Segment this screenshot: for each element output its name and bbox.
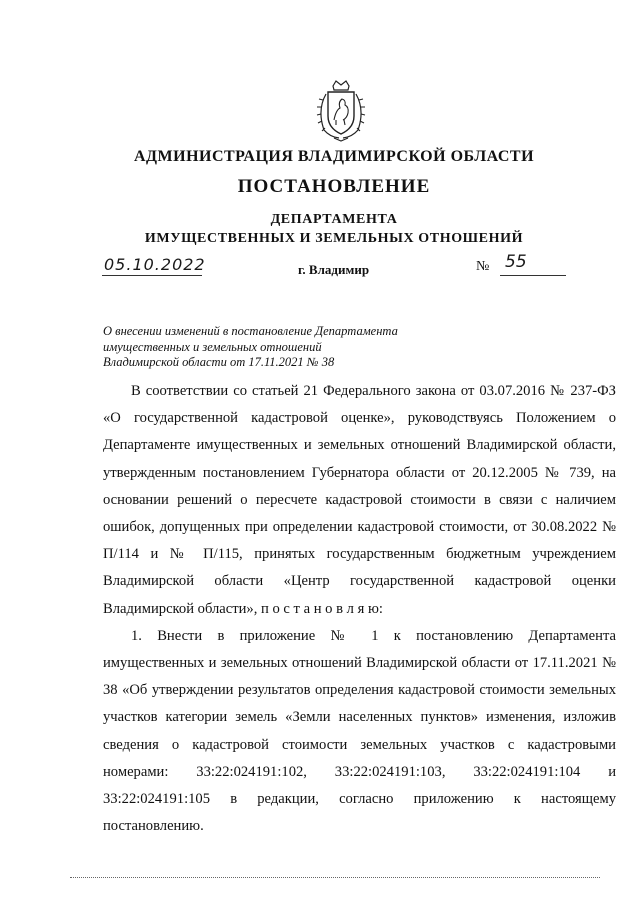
footer-divider [70, 877, 600, 878]
coat-of-arms-icon [312, 80, 370, 142]
document-number: 55 [505, 252, 527, 272]
number-underline [500, 275, 566, 276]
administration-title: АДМИНИСТРАЦИЯ ВЛАДИМИРСКОЙ ОБЛАСТИ [133, 148, 535, 165]
document-type: ПОСТАНОВЛЕНИЕ [237, 176, 431, 197]
body-paragraph-1: В соответствии со статьей 21 Федерального закона от 03.07.2016 № 237-ФЗ «О государственной кадастровой оценке», руководствуясь Положением о Департаменте имущественных и земельных отношений Владимирской области, утвержденным постановлением Губернатора области от 20.12.2005 № 739, на основании решений о пересчете кадастровой стоимости в связи с наличием ошибок, допущенных при определении кадастровой стоимости, от 30.08.2022 № П/114 и № П/115, принятых государственным бюджетным учреждением Владимирской области «Центр государственной кадастровой оценки Владимирской области», п о с т а н о в л я ю: [103, 383, 616, 617]
department-line-2: ИМУЩЕСТВЕННЫХ И ЗЕМЕЛЬНЫХ ОТНОШЕНИЙ [144, 231, 524, 246]
number-label: № [476, 259, 490, 274]
document-subject [103, 324, 423, 371]
department-title [0, 210, 640, 248]
document-body [103, 378, 616, 840]
department-line-1: ДЕПАРТАМЕНТА [270, 212, 398, 227]
subject-line-1: О внесении изменений в постановление Департамента [103, 324, 398, 338]
date-underline [102, 275, 202, 276]
subject-line-3: Владимирской области от 17.11.2021 № 38 [103, 355, 335, 369]
subject-line-2: имущественных и земельных отношений [103, 339, 322, 354]
document-date: 05.10.2022 [104, 255, 206, 274]
document-city: г. Владимир [298, 262, 370, 277]
body-paragraph-2: 1. Внести в приложение № 1 к постановлению Департамента имущественных и земельных отношений Владимирской области от 17.11.2021 № 38 «Об утверждении результатов определения кадастровой стоимости земельных участков категории земель «Земли населенных пунктов» изменения, изложив сведения о кадастровой стоимости земельных участков с кадастровыми номерами: 33:22:024191:102, 33:22:024191:103, 33:22:024191:104 и 33:22:024191:105 в редакции, согласно приложению к настоящему постановлению. [103, 627, 616, 835]
